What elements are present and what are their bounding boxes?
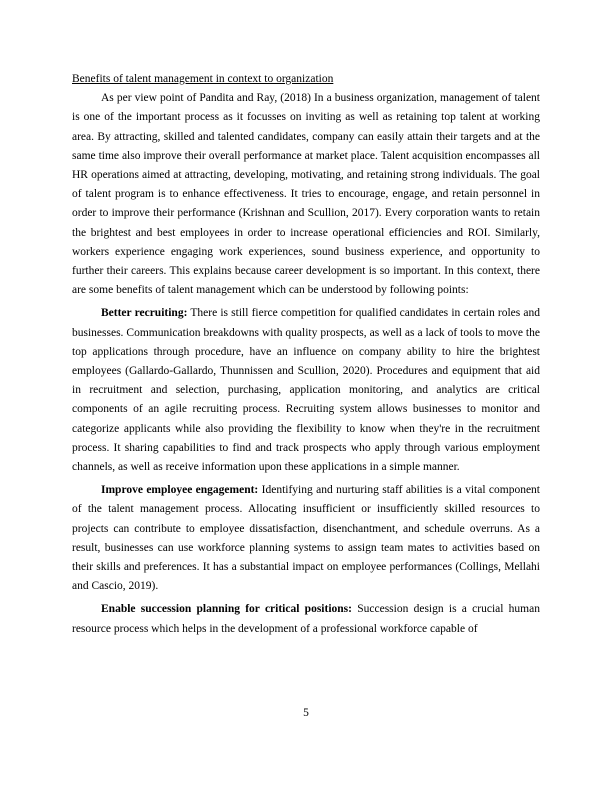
document-body <box>72 70 540 639</box>
section-heading: Benefits of talent management in context to organization <box>72 73 334 85</box>
page-number: 5 <box>303 707 309 719</box>
point-paragraph-employee-engagement <box>72 481 540 596</box>
point-text: Succession design is a crucial human resource process which helps in the development of a professional workforce capable of <box>72 603 540 635</box>
point-paragraph-succession-planning <box>72 600 540 638</box>
point-text: Identifying and nurturing staff abilities is a vital component of the talent management process. Allocating insufficient or insufficiently skilled resources to projects can contribute to employee dissatisfaction, disenchantment, and schedule overruns. As a result, businesses can use workforce planning systems to assign team mates to activities based on their skills and preferences. It has a substantial impact on employee performances (Collings, Mellahi and Cascio, 2019). <box>72 484 541 593</box>
point-paragraph-better-recruiting <box>72 304 540 477</box>
intro-paragraph: As per view point of Pandita and Ray, (2018) In a business organization, management of talent is one of the important process as it focusses on inviting as well as retaining top talent at working area. By attracting, skilled and talented candidates, company can easily attain their targets and at the same time also improve their overall performance at market place. Talent acquisition encompasses all HR operations aimed at attracting, developing, motivating, and retaining strong individuals. The goal of talent program is to enhance effectiveness. It tries to encourage, engage, and retain personnel in order to improve their performance (Krishnan and Scullion, 2017). Every corporation wants to retain the brightest and best employees in order to increase operational efficiencies and ROI. Similarly, workers experience engaging work experiences, sound business experience, and opportunity to further their careers. This explains because career development is so important. In this context, there are some benefits of talent management which can be understood by following points: <box>72 92 540 297</box>
point-text: There is still fierce competition for qualified candidates in certain roles and businesses. Communication breakdowns with quality prospects, as well as a lack of tools to move the top applications through procedure, have an influence on company ability to hire the brightest employees (Gallardo-Gallardo, Thunnissen and Scullion, 2020). Procedures and equipment that aid in recruitment and selection, purchasing, application monitoring, and analytics are critical components of an agile recruiting process. Recruiting system allows businesses to monitor and categorize applicants while also providing the flexibility to know when they're in the recruitment process. It sharing capabilities to find and track prospects who apply through various employment channels, as well as receive information upon these applications in a simple manner. <box>72 307 540 474</box>
point-title: Enable succession planning for critical positions: <box>101 603 352 616</box>
point-title: Better recruiting: <box>101 307 188 320</box>
point-title: Improve employee engagement: <box>101 484 259 497</box>
